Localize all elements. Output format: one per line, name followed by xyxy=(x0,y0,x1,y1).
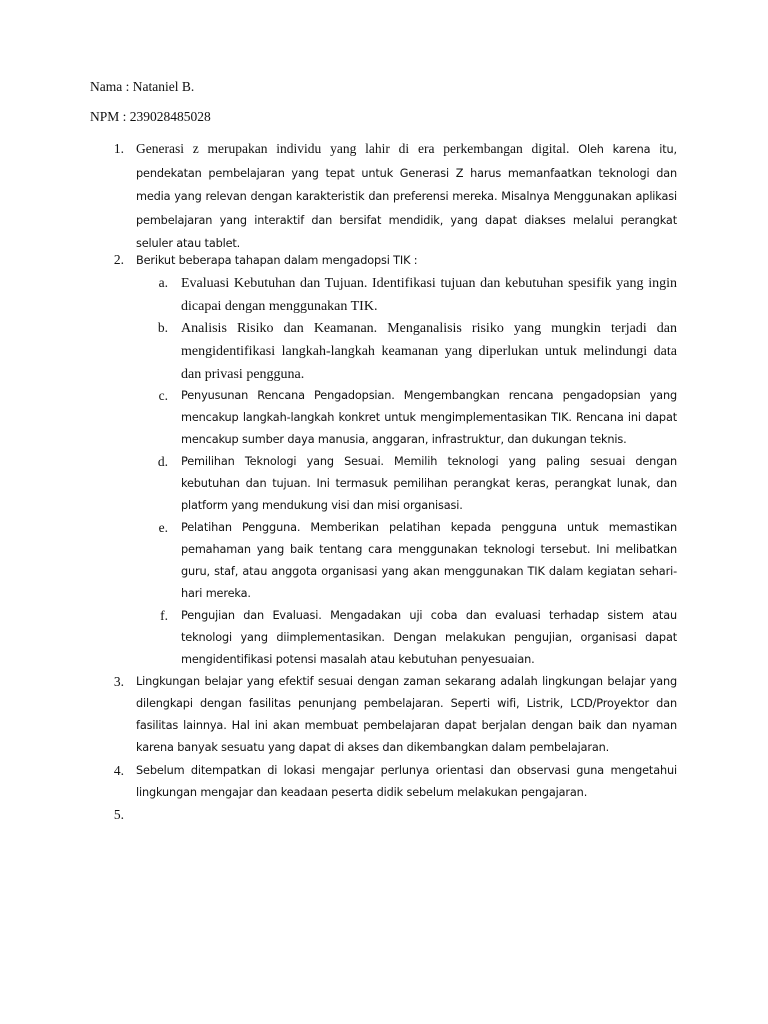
item-3-number: 3. xyxy=(113,674,124,689)
student-npm: NPM : 239028485028 xyxy=(90,109,211,124)
subitem-c-letter: c. xyxy=(158,388,168,403)
subitem-a-text: Evaluasi Kebutuhan dan Tujuan. Identifikasi tujuan dan kebutuhan spesifik yang ingin dicapai dengan menggunakan TIK. xyxy=(181,276,677,314)
item-1-number: 1. xyxy=(113,141,124,156)
subitem-d-letter: d. xyxy=(157,454,168,469)
subitem-f-text: Pengujian dan Evaluasi. Mengadakan uji coba dan evaluasi terhadap sistem atau teknologi yang diimplementasikan. Dengan melakukan pengujian, organisasi dapat mengidentifikasi potensi masalah atau kebutuhan penyesuaian. xyxy=(181,609,677,666)
subitem-e-letter: e. xyxy=(158,520,168,535)
subitem-c-text: Penyusunan Rencana Pengadopsian. Mengembangkan rencana pengadopsian yang mencakup langkah-langkah konkret untuk mengimplementasikan TIK. Rencana ini dapat mencakup sumber daya manusia, anggaran, infrastruktur, dan dukungan teknis. xyxy=(181,389,677,446)
subitem-b-text: Analisis Risiko dan Keamanan. Menganalisis risiko yang mungkin terjadi dan mengidentifikasi langkah-langkah keamanan yang diperlukan untuk melindungi data dan privasi pengguna. xyxy=(181,321,677,382)
item-4-number: 4. xyxy=(113,763,124,778)
item-3-text: Lingkungan belajar yang efektif sesuai dengan zaman sekarang adalah lingkungan belajar yang dilengkapi dengan fasilitas penunjang pembelajaran. Seperti wifi, Listrik, LCD/Proyektor dan fasilitas lainnya. Hal ini akan membuat pembelajaran dapat berjalan dengan baik dan nyaman karena banyak sesuatu yang dapat di akses dan dikembangkan dalam pembelajaran. xyxy=(136,675,677,754)
item-2-text: Berikut beberapa tahapan dalam mengadopsi TIK : xyxy=(136,254,418,267)
student-name: Nama : Nataniel B. xyxy=(90,79,195,94)
item-5-number: 5. xyxy=(113,807,124,822)
item-1-text-sans: Oleh karena itu, pendekatan pembelajaran yang tepat untuk Generasi Z harus memanfaatkan teknologi dan media yang relevan dengan karakteristik dan preferensi mereka. Misalnya Menggunakan aplikasi pembelajaran yang interaktif dan bersifat mendidik, yang dapat diakses melalui perangkat seluler atau tablet. xyxy=(136,143,677,250)
item-1-text xyxy=(136,138,677,256)
item-4-text: Sebelum ditempatkan di lokasi mengajar perlunya orientasi dan observasi guna mengetahui lingkungan mengajar dan keadaan peserta didik sebelum melakukan pengajaran. xyxy=(136,764,677,799)
item-2-number: 2. xyxy=(113,252,124,267)
item-1-text-serif: Generasi z merupakan individu yang lahir di era perkembangan digital. xyxy=(136,141,570,156)
subitem-e-text: Pelatihan Pengguna. Memberikan pelatihan kepada pengguna untuk memastikan pemahaman yang baik tentang cara menggunakan teknologi tersebut. Ini melibatkan guru, staf, atau anggota organisasi yang akan menggunakan TIK dalam kegiatan sehari-hari mereka. xyxy=(181,521,677,600)
subitem-a-letter: a. xyxy=(158,275,168,290)
subitem-b-letter: b. xyxy=(157,320,168,335)
subitem-d-text: Pemilihan Teknologi yang Sesuai. Memilih teknologi yang paling sesuai dengan kebutuhan dan tujuan. Ini termasuk pemilihan perangkat keras, perangkat lunak, dan platform yang mendukung visi dan misi organisasi. xyxy=(181,455,677,512)
subitem-f-letter: f. xyxy=(160,608,168,623)
